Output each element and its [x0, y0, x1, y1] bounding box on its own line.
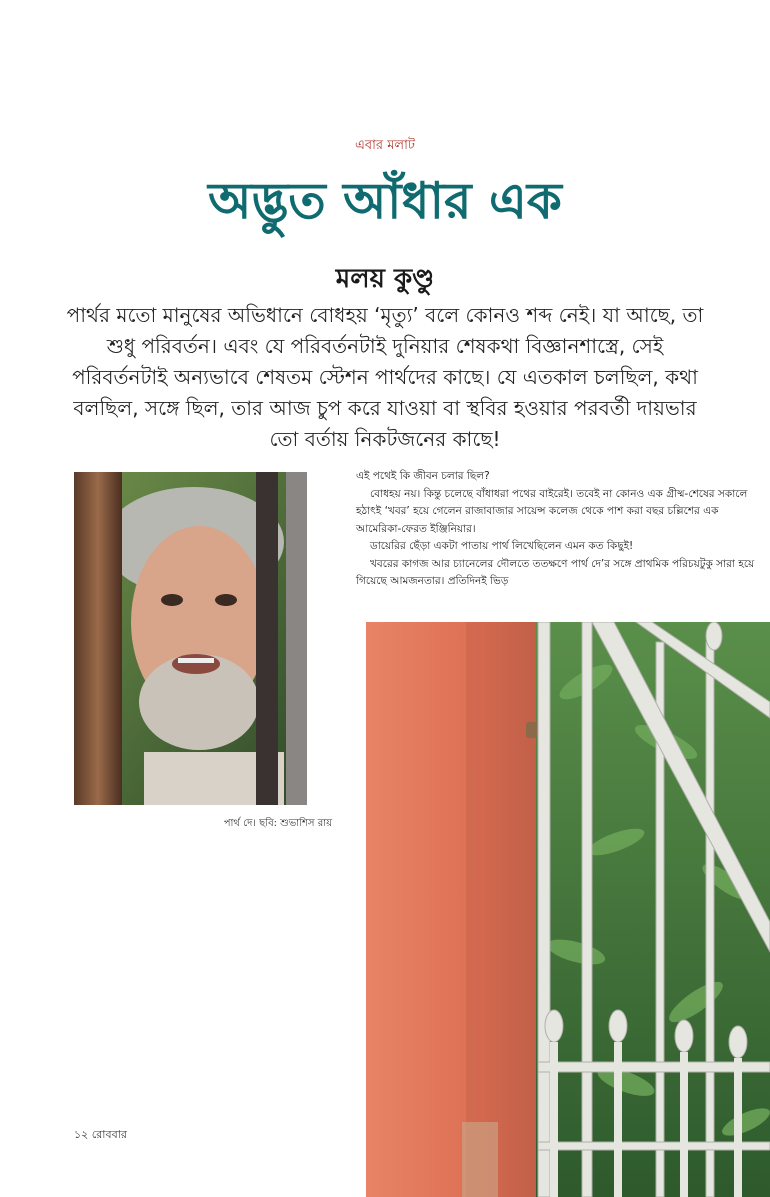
body-paragraph: বোধহয় নয়। কিন্তু চলেছে বাঁধাধরা পথের বাইরেই। তবেই না কোনও এক গ্রীষ্ম-শেষের সকালে হঠাৎই ‘খবর’ হয়ে গেলেন রাজাবাজার সায়েন্স কলেজ থেকে পাশ করা বছর চল্লিশের এক আমেরিকা-ফেরত ইঞ্জিনিয়ার। — [356, 487, 748, 535]
body-paragraph: এই পথেই কি জীবন চলার ছিল? — [356, 470, 490, 482]
portrait-photo — [74, 472, 307, 805]
article-body — [356, 468, 760, 591]
body-paragraph: ডায়েরির ছেঁড়া একটা পাতায় পার্থ লিখেছিলেন এমন কত কিছুই! — [370, 540, 634, 552]
photo-caption: পার্থ দে। ছবি: শুভাশিস রায় — [223, 818, 332, 829]
byline: মলয় কুণ্ডু — [335, 264, 435, 294]
page-folio: ১২ রোববার — [74, 1128, 127, 1141]
gate-photo — [366, 622, 770, 1197]
headline: অদ্ভুত আঁধার এক — [208, 172, 562, 230]
body-paragraph: খবরের কাগজ আর চ্যানেলের দৌলতে ততক্ষণে পার্থ দে’র সঙ্গে প্রাথমিক পরিচয়টুকু সারা হয়ে গিয়েছে আমজনতার। প্রতিদিনই ভিড় — [356, 557, 755, 587]
standfirst: পার্থর মতো মানুষের অভিধানে বোধহয় ‘মৃত্যু’ বলে কোনও শব্দ নেই। যা আছে, তা শুধু পরিবর্তন। এবং যে পরিবর্তনটাই দুনিয়ার শেষকথা বিজ্ঞানশাস্ত্রে, সেই পরিবর্তনটাই অন্যভাবে শেষতম স্টেশন পার্থদের কাছে। যে এতকাল চলছিল, কথা বলছিল, সঙ্গে ছিল, তার আজ চুপ করে যাওয়া বা স্থবির হওয়ার পরবর্তী দায়ভার তো বর্তায় নিকটজনের কাছে! — [66, 303, 704, 451]
section-kicker: এবার মলাট — [355, 138, 415, 153]
